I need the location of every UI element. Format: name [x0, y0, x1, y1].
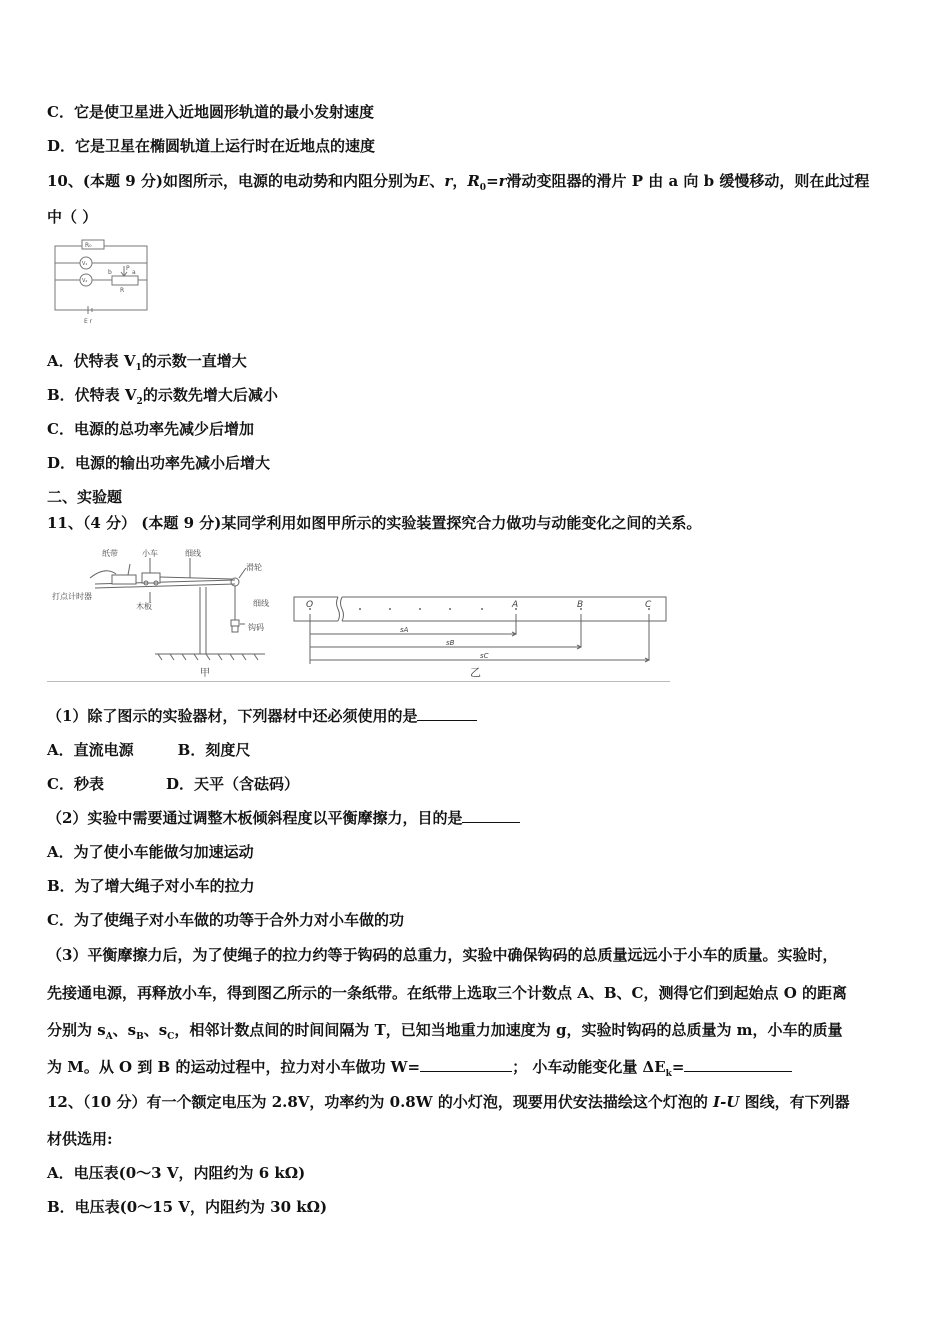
- q12-stem: 12、（10 分）有一个额定电压为 2.8V，功率约为 0.8W 的小灯泡，现要用伏安法描绘这个灯泡的 I-U 图线，有下列器: [47, 1093, 850, 1111]
- circuit-v2-label: V₂: [82, 278, 88, 284]
- tape-point-a: A: [512, 600, 519, 610]
- label-dadian: 打点计时器: [52, 592, 92, 601]
- q11-figure-jia: [50, 542, 280, 682]
- label-muban: 木板: [136, 602, 152, 611]
- q10-option-b: B．伏特表 $V_2$的示数先增大后减小: [47, 386, 278, 407]
- circuit-b-label: b: [108, 269, 112, 276]
- q11-part3-line3: 分别为 $s_A$、$s_B$、$s_C$，相邻计数点间的时间间隔为 T，已知当地重力加速度为 g，实验时钩码的总质量为 m，小车的质量: [47, 1021, 843, 1042]
- q9-option-c: C．它是使卫星进入近地圆形轨道的最小发射速度: [47, 103, 374, 121]
- circuit-p-label: P: [126, 265, 130, 272]
- q11-part2: （2）实验中需要通过调整木板倾斜程度以平衡摩擦力，目的是: [47, 808, 520, 828]
- q10-stem-line2: 中（ ）: [47, 208, 98, 226]
- q10-option-d: D．电源的输出功率先减小后增大: [47, 454, 271, 472]
- q11-part2-option-b: B．为了增大绳子对小车的拉力: [47, 877, 255, 895]
- q11-part3-line1: （3）平衡摩擦力后，为了使绳子的拉力约等于钩码的总重力，实验中确保钩码的总质量远远小于小车的质量。实验时，: [47, 946, 838, 964]
- q11-part1: （1）除了图示的实验器材，下列器材中还必须使用的是: [47, 706, 477, 726]
- tape-sb: sB: [446, 639, 455, 647]
- tape-point-b: B: [577, 600, 584, 610]
- figure-divider: [47, 681, 670, 682]
- section-title: 二、实验题: [47, 488, 123, 506]
- label-jia: 甲: [200, 668, 210, 679]
- q11-part2-option-c: C．为了使绳子对小车做的功等于合外力对小车做的功: [47, 911, 404, 929]
- q9-option-d: D．它是卫星在椭圆轨道上运行时在近地点的速度: [47, 137, 376, 155]
- label-xixian2: 细线: [253, 599, 269, 608]
- circuit-r-label: R: [120, 287, 125, 294]
- circuit-r0-label: R₀: [85, 242, 92, 249]
- tape-point-c: C: [645, 600, 652, 610]
- label-zhidai: 纸带: [102, 549, 118, 558]
- label-yi: 乙: [470, 666, 481, 679]
- q12-option-b: B．电压表(0～15 V，内阻约为 30 kΩ): [47, 1198, 328, 1216]
- q10-circuit-figure: [50, 236, 160, 326]
- circuit-a-label: a: [132, 269, 136, 276]
- q11-part3-line2: 先接通电源，再释放小车，得到图乙所示的一条纸带。在纸带上选取三个计数点 A、B、C，测得它们到起始点 O 的距离: [47, 984, 847, 1002]
- q10-option-a: A．伏特表 $V_1$的示数一直增大: [47, 352, 247, 373]
- q10-option-c: C．电源的总功率先减少后增加: [47, 420, 254, 438]
- q10-stem: 10、(本题 9 分)如图所示，电源的电动势和内阻分别为E、r，$R_0=r$滑动变阻器的滑片 P 由 a 向 b 缓慢移动，则在此过程: [47, 172, 870, 193]
- circuit-v1-label: V₁: [82, 261, 88, 267]
- q11-part2-option-a: A．为了使小车能做匀加速运动: [47, 843, 254, 861]
- q12-option-a: A．电压表(0～3 V，内阻约为 6 kΩ): [47, 1164, 306, 1182]
- q11-stem: 11、（4 分） (本题 9 分)某同学利用如图甲所示的实验装置探究合力做功与动能变化之间的关系。: [47, 514, 702, 532]
- tape-sa: sA: [400, 626, 409, 634]
- q11-part3-line4: 为 M。从 O 到 B 的运动过程中，拉力对小车做功 W= ； 小车动能变化量 $\Delta E_k=$: [47, 1057, 792, 1084]
- q12-stem-line2: 材供选用:: [47, 1130, 113, 1148]
- circuit-er-label: E r: [84, 318, 93, 325]
- q11-part1-options-cd: C．秒表 D．天平（含砝码）: [47, 775, 299, 793]
- label-xixian: 细线: [185, 549, 201, 558]
- q11-part1-options-ab: A．直流电源 B．刻度尺: [47, 741, 251, 759]
- label-huolun: 滑轮: [246, 563, 262, 572]
- q11-figure-yi: [290, 590, 670, 682]
- tape-sc: sC: [480, 652, 489, 660]
- label-gouma: 钩码: [248, 623, 264, 632]
- tape-point-o: O: [306, 600, 314, 610]
- label-xiaoche: 小车: [142, 549, 158, 558]
